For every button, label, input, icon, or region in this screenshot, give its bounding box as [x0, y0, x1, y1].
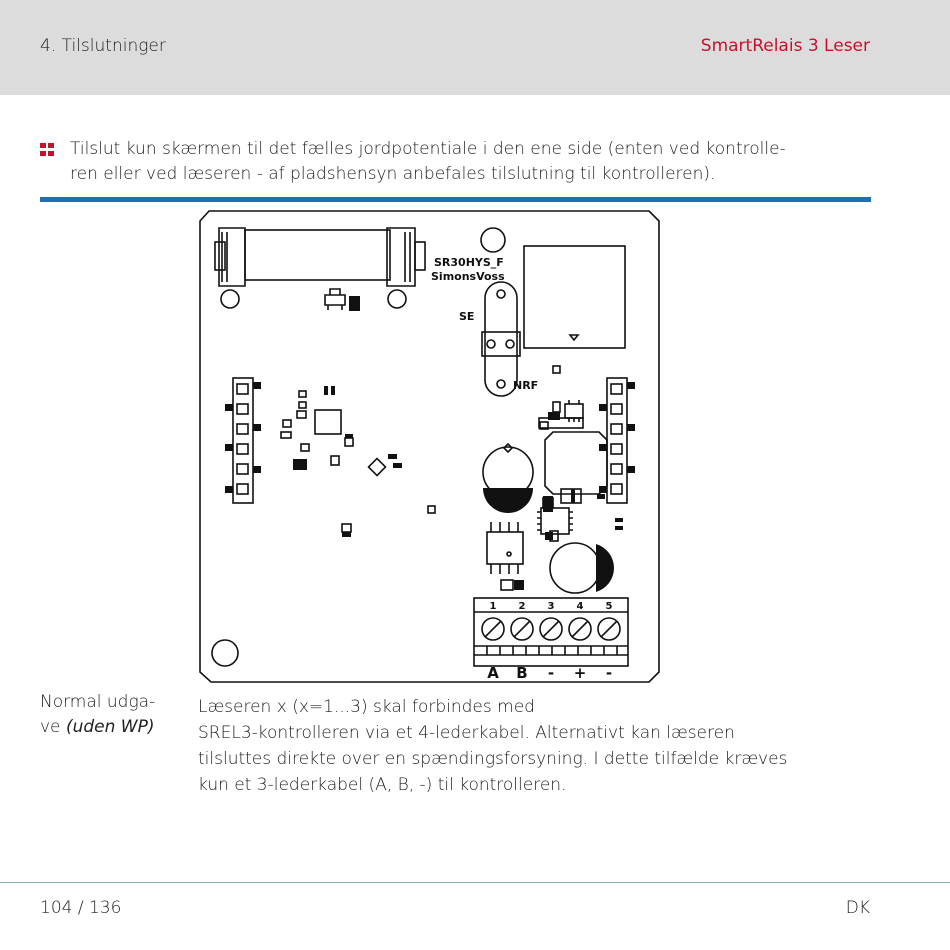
bullet-line-2: ren eller ved læseren - af pladshensyn anbefales tilslutning til kontrolleren). [70, 164, 716, 184]
terminal-signal-4: + [573, 664, 587, 682]
terminal-number-1: 1 [489, 601, 497, 612]
description-line-3: tilsluttes direkte over en spændingsforsyning. I dette tilfælde kræves [198, 749, 788, 769]
terminal-number-3: 3 [547, 601, 555, 612]
description-line-4: kun et 3-lederkabel (A, B, -) til kontrolleren. [198, 775, 567, 795]
footer-divider [0, 882, 950, 883]
bullet-line-1: Tilslut kun skærmen til det fælles jordpotentiale i den ene side (enten ved kontrolle- [70, 139, 786, 159]
fuse-body [245, 230, 390, 280]
section-divider [40, 197, 871, 202]
terminal-signal-5: - [605, 664, 613, 682]
jumper-nrf-label: NRF [513, 379, 539, 392]
terminal-number-5: 5 [605, 601, 613, 612]
terminal-signal-3: - [547, 664, 555, 682]
variant-description [198, 694, 858, 798]
bullet-text [70, 137, 870, 187]
jumper-se-label: SE [459, 310, 475, 323]
variant-label-line-1: Normal udga- [40, 692, 156, 712]
bullet-item [40, 137, 870, 187]
description-line-2: SREL3-kontrolleren via et 4-lederkabel. Alternativt kan læseren [198, 723, 735, 743]
terminal-signal-2: B [516, 664, 528, 682]
variant-label-line-2: ve [40, 717, 66, 737]
variant-label [40, 690, 180, 740]
chapter-title: 4. Tilslutninger [40, 36, 166, 56]
page-header [0, 0, 950, 95]
description-line-1: Læseren x (x=1...3) skal forbindes med [198, 697, 535, 717]
variant-label-note: (uden WP) [65, 717, 155, 737]
relay-block [524, 246, 625, 348]
terminal-number-2: 2 [518, 601, 526, 612]
terminal-number-4: 4 [576, 601, 584, 612]
board-maker-label: SimonsVoss [431, 270, 505, 283]
language-code: DK [845, 898, 870, 918]
capacitor-2 [550, 543, 600, 593]
board-model-label: SR30HYS_F [434, 256, 504, 269]
product-name: SmartRelais 3 Leser [700, 36, 870, 56]
terminal-signal-1: A [487, 664, 499, 682]
page-number: 104 / 136 [40, 898, 122, 918]
bullet-square-icon [40, 143, 54, 156]
pcb-diagram [197, 208, 663, 684]
